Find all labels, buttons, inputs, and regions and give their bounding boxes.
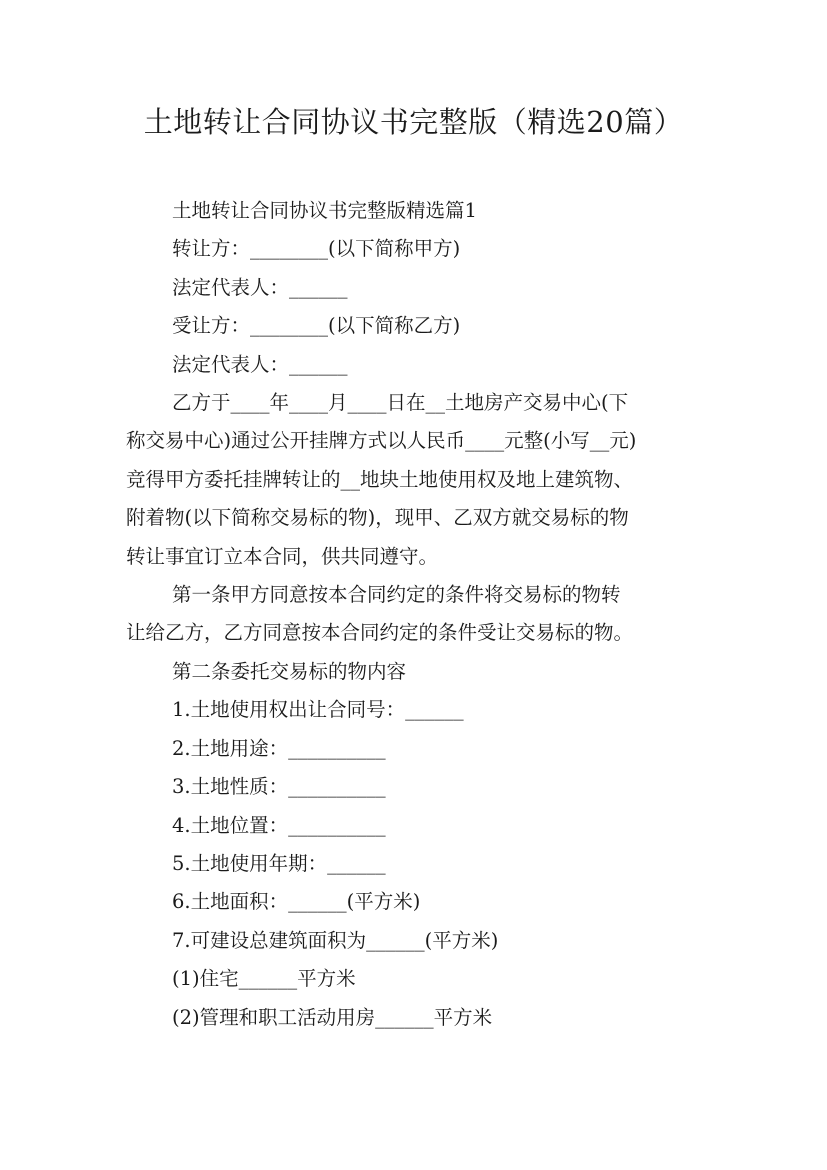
list-item: 6.土地面积：______(平方米) [172, 890, 421, 914]
transferee-line: 受让方：________(以下简称乙方) [172, 314, 461, 338]
article-1-line: 让给乙方，乙方同意按本合同约定的条件受让交易标的物。 [126, 621, 634, 645]
list-item: 2.土地用途：__________ [172, 736, 386, 760]
transferor-line: 转让方：________(以下简称甲方) [172, 237, 461, 261]
paragraph-line: 附着物(以下简称交易标的物)，现甲、乙双方就交易标的物 [126, 506, 629, 530]
list-item: 7.可建设总建筑面积为______(平方米) [172, 928, 499, 952]
transferee-representative-line: 法定代表人：______ [172, 352, 348, 376]
section-heading: 土地转让合同协议书完整版精选篇1 [172, 199, 477, 222]
list-item: 4.土地位置：__________ [172, 813, 386, 837]
document-body [126, 192, 716, 1037]
transferor-representative-line: 法定代表人：______ [172, 275, 348, 299]
list-item: 3.土地性质：__________ [172, 775, 386, 799]
paragraph-line: 竞得甲方委托挂牌转让的__地块土地使用权及地上建筑物、 [126, 467, 634, 491]
list-item: 5.土地使用年期：______ [172, 851, 386, 875]
paragraph-line: 乙方于____年____月____日在__土地房产交易中心(下 [172, 391, 629, 415]
list-item: 1.土地使用权出让合同号：______ [172, 698, 464, 722]
sub-list-item: (2)管理和职工活动用房______平方米 [172, 1005, 493, 1029]
sub-list-item: (1)住宅______平方米 [172, 967, 356, 991]
paragraph-line: 转让事宜订立本合同，供共同遵守。 [126, 544, 439, 568]
article-2-heading: 第二条委托交易标的物内容 [172, 659, 407, 683]
article-1-line: 第一条甲方同意按本合同约定的条件将交易标的物转 [172, 583, 621, 607]
document-title: 土地转让合同协议书完整版（精选20篇） [143, 105, 684, 139]
paragraph-line: 称交易中心)通过公开挂牌方式以人民币____元整(小写__元) [126, 429, 637, 453]
